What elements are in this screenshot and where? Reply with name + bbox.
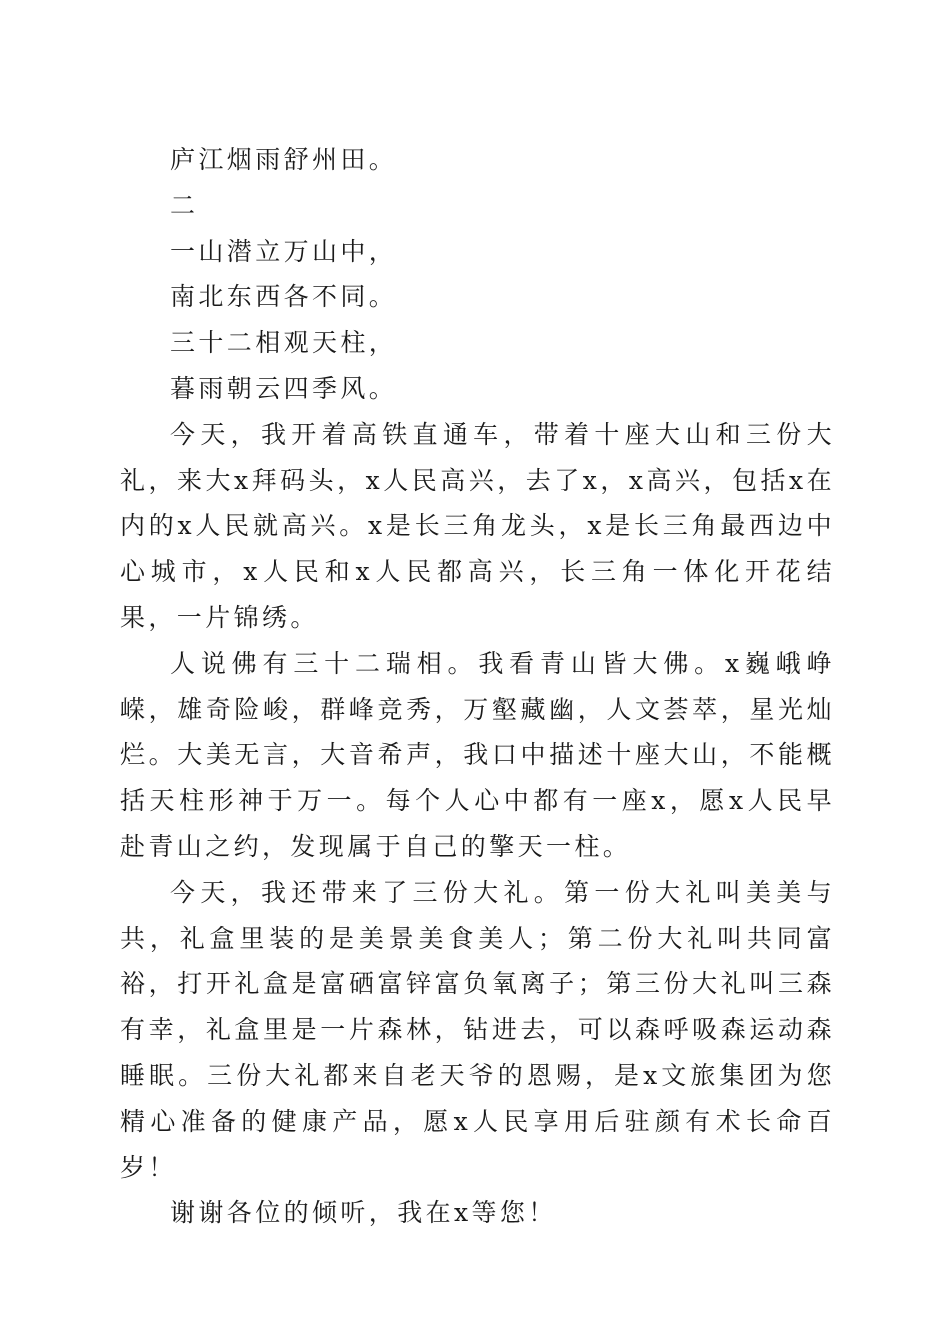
poem-line: 南北东西各不同。 xyxy=(170,282,398,312)
poem-line: 一山潜立万山中， xyxy=(170,236,398,266)
body-paragraph: 人说佛有三十二瑞相。我看青山皆大佛。x巍峨峥嵘，雄奇险峻，群峰竞秀，万壑藏幽，人文荟萃，星光灿烂。大美无言，大音希声，我口中描述十座大山，不能概括天柱形神于万一。每个人心中都有一座x，愿x人民早赴青山之约，发现属于自己的擎天一柱。 xyxy=(120,648,835,861)
closing-line: 谢谢各位的倾听，我在x等您！ xyxy=(170,1198,557,1228)
document-body xyxy=(120,137,835,1236)
poem-line: 暮雨朝云四季风。 xyxy=(170,373,398,403)
poem-line: 三十二相观天柱， xyxy=(170,328,398,358)
poem-section-number: 二 xyxy=(170,190,199,220)
body-paragraph: 今天，我开着高铁直通车，带着十座大山和三份大礼，来大x拜码头，x人民高兴，去了x，x高兴，包括x在内的x人民就高兴。x是长三角龙头，x是长三角最西边中心城市，x人民和x人民都高兴，长三角一体化开花结果，一片锦绣。 xyxy=(120,419,835,632)
poem-line: 庐江烟雨舒州田。 xyxy=(170,145,398,174)
body-paragraph: 今天，我还带来了三份大礼。第一份大礼叫美美与共，礼盒里装的是美景美食美人；第二份大礼叫共同富裕，打开礼盒是富硒富锌富负氧离子；第三份大礼叫三森有幸，礼盒里是一片森林，钻进去，可以森呼吸森运动森睡眠。三份大礼都来自老天爷的恩赐，是x文旅集团为您精心准备的健康产品，愿x人民享用后驻颜有术长命百岁！ xyxy=(120,877,835,1182)
